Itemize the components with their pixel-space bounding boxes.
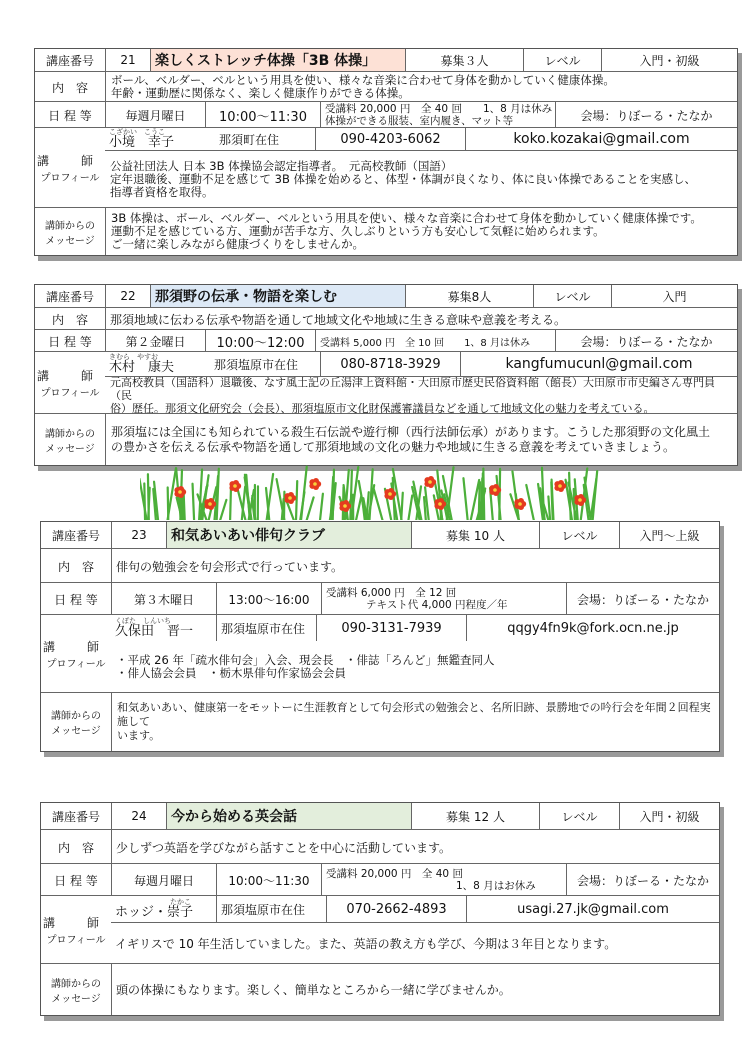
grass-blade <box>483 469 484 520</box>
recruit-count: 募集8人 <box>405 285 533 307</box>
fee-line: 受講料 20,000 円 全 40 回 <box>326 868 463 880</box>
grass-blade <box>408 496 412 520</box>
grass-blade <box>168 487 169 520</box>
lecturer-name <box>105 128 215 150</box>
message-label-1: 講師からの <box>45 428 95 440</box>
profile-line: ・平成 26 年「疏水俳句会」入会、現会長 ・俳誌「ろんど」無鑑査同人 <box>116 653 495 667</box>
grass-blade <box>463 478 467 520</box>
phone: 080-8718-3929 <box>320 352 460 376</box>
name-text: ホッジ・崇子 <box>115 904 194 920</box>
profile-label: プロフィール <box>40 388 100 399</box>
label-schedule: 日 程 等 <box>54 873 98 888</box>
recruit-count: 募集３人 <box>405 49 523 71</box>
label-number: 講座番号 <box>45 289 94 304</box>
profile-label: プロフィール <box>46 659 106 670</box>
schedule-day: 毎週月曜日 <box>105 102 205 128</box>
name-text: 久保田 晋一 <box>115 623 194 639</box>
label-content: 内 容 <box>51 312 88 327</box>
label-message <box>35 414 105 465</box>
label-content: 内 容 <box>57 840 94 855</box>
message-text <box>105 414 737 465</box>
grass-blade <box>356 496 361 520</box>
flower-center <box>178 490 182 494</box>
grass-flower-decoration <box>140 464 600 520</box>
content-line: ボール、ベルダー、ベルという用具を使い、様々な音楽に合わせて身体を動かしていく健康体操。 <box>111 73 615 87</box>
email: usagi.27.jk@gmail.com <box>466 896 719 922</box>
fee-line: 1、8 月はお休み <box>456 880 536 892</box>
profile-line: ・俳人協会会員 ・栃木県俳句作家協会会員 <box>116 666 346 680</box>
content-text: 少しずつ英語を学びながら話すことを中心に活動しています。 <box>111 830 719 864</box>
schedule-fee <box>321 583 566 615</box>
message-text: 頭の体操にもなります。楽しく、簡単なところから一緒に学びませんか。 <box>111 964 719 1015</box>
fee-line: 体操ができる服装、室内履き、マット等 <box>325 115 514 127</box>
profile-line: 公益社団法人 日本 3B 体操協会認定指導者。 元高校教師（国語） <box>110 159 453 173</box>
lecturer-label: 講 師 <box>37 369 104 383</box>
residence: 那須塩原市在住 <box>214 357 299 372</box>
name-text: 小境 幸子 <box>109 134 175 150</box>
name-ruby: くぼた しんいち <box>115 616 171 625</box>
message-text <box>111 693 719 751</box>
message-line: 運動不足を感じている方、運動が苦手な方、久しぶりという方も安心して気軽に始められます。 <box>111 224 605 238</box>
schedule-fee <box>320 102 555 128</box>
flower-center <box>428 480 432 484</box>
profile-line: 元高校教員（国語科）退職後、なす風土記の丘湯津上資料館・大田原市歴史民俗資料館（館長）大田原市市史編さん専門員（民 <box>110 377 715 402</box>
fee-line: 受講料 6,000 円 全 12 回 <box>326 587 457 599</box>
level-value: 入門・初級 <box>619 803 719 829</box>
name-ruby: こざかい こうこ <box>109 128 165 136</box>
content-line: 年齢・運動歴に関係なく、楽しく健康作りができる体操。 <box>111 86 410 100</box>
lecturer-label: 講 師 <box>43 916 110 930</box>
profile-line: 指導者資格を取得。 <box>110 185 214 199</box>
name-text: 木村 康夫 <box>109 359 175 375</box>
level-value: 入門 <box>611 285 737 307</box>
flower-center <box>343 504 347 508</box>
label-message <box>41 693 111 751</box>
label-lecturer <box>41 615 111 693</box>
profile-line: 俗）歴任。那須文化研究会（会長）、那須塩原市文化財保護審議員などを通して地域文化の魅力を考えている。 <box>110 402 655 414</box>
schedule-time: 10:00〜11:30 <box>205 102 320 128</box>
course-card-22 <box>34 284 738 466</box>
grass-blade <box>296 481 297 520</box>
label-schedule: 日 程 等 <box>48 108 92 123</box>
residence: 那須塩原市在住 <box>216 896 326 922</box>
content-text <box>105 72 737 102</box>
message-label-1: 講師からの <box>51 711 101 722</box>
venue: 会場：りぼーる・たなか <box>566 583 719 615</box>
lecturer-name <box>111 615 216 641</box>
message-label-2: メッセージ <box>51 726 101 737</box>
flower-center <box>578 498 582 502</box>
grass-blade <box>307 497 314 520</box>
message-label-2: メッセージ <box>51 993 101 1005</box>
message-line: 那須塩には全国にも知られている殺生石伝説や遊行柳（西行法師伝承）があります。こうした那須野の文化風土 <box>111 424 711 439</box>
schedule-day: 毎週月曜日 <box>111 864 216 896</box>
email: kangfumucunl@gmail.com <box>460 352 737 376</box>
flower-center <box>208 502 212 506</box>
course-title: 那須野の伝承・物語を楽しむ <box>150 285 405 307</box>
venue: 会場：りぼーる・たなか <box>555 330 737 352</box>
profile-label: プロフィール <box>46 935 106 946</box>
flower-center <box>388 492 392 496</box>
message-label-2: メッセージ <box>45 235 95 247</box>
grass-blade <box>320 494 323 520</box>
phone: 070-2662-4893 <box>326 896 466 922</box>
course-card-21 <box>34 48 738 256</box>
venue: 会場：りぼーる・たなか <box>555 102 737 128</box>
schedule-time: 13:00〜16:00 <box>216 583 321 615</box>
grass-blade <box>301 467 307 520</box>
content-text: 俳句の勉強会を句会形式で行っています。 <box>111 549 719 583</box>
level-label: レベル <box>533 285 611 307</box>
grass-blade <box>333 470 334 520</box>
level-value: 入門〜上級 <box>619 522 719 548</box>
venue: 会場：りぼーる・たなか <box>566 864 719 896</box>
phone: 090-3131-7939 <box>316 615 466 641</box>
flower-center <box>438 502 442 506</box>
label-message <box>41 964 111 1015</box>
fee-line: テキスト代 4,000 円程度／年 <box>366 599 508 611</box>
course-number: 22 <box>105 285 150 307</box>
label-schedule: 日 程 等 <box>48 334 92 349</box>
grass-blade <box>220 500 226 520</box>
schedule-fee <box>321 864 566 896</box>
schedule-time: 10:00〜12:00 <box>205 330 315 352</box>
course-card-24 <box>40 802 720 1016</box>
message-text <box>105 208 737 255</box>
level-value: 入門・初級 <box>601 49 737 71</box>
grass-blade <box>148 474 149 520</box>
fee-line: 受講料 20,000 円 全 40 回 1、8 月は休み <box>325 103 553 115</box>
course-number: 24 <box>111 803 166 829</box>
level-label: レベル <box>523 49 601 71</box>
flower-center <box>233 484 237 488</box>
label-number: 講座番号 <box>51 809 100 824</box>
lecturer-name <box>105 352 210 376</box>
profile-label: プロフィール <box>40 173 100 184</box>
flower-center <box>493 488 497 492</box>
label-lecturer <box>35 128 105 208</box>
residence: 那須町在住 <box>219 132 280 147</box>
content-text: 那須地域に伝わる伝承や物語を通して地域文化や地域に生きる意味や意義を考える。 <box>105 308 737 330</box>
recruit-count: 募集 10 人 <box>411 522 539 548</box>
label-lecturer <box>35 352 105 414</box>
profile-text: イギリスで 10 年生活していました。また、英語の教え方も学び、今期は３年目となります。 <box>115 937 617 951</box>
message-line: います。 <box>117 729 161 742</box>
grass-blade <box>548 496 550 520</box>
grass-blade <box>230 486 231 520</box>
lecturer-label: 講 師 <box>43 640 110 654</box>
level-label: レベル <box>539 522 619 548</box>
label-number: 講座番号 <box>45 53 94 68</box>
grass-blade <box>193 484 195 520</box>
message-line: 3B 体操は、ボール、ベルダー、ベルという用具を使い、様々な音楽に合わせて身体を動かしていく健康体操です。 <box>111 211 702 225</box>
email: qqgy4fn9k@fork.ocn.ne.jp <box>466 615 719 641</box>
grass-blade <box>526 485 533 520</box>
schedule-fee: 受講料 5,000 円 全 10 回 1、8 月は休み <box>315 330 555 352</box>
schedule-day: 第３木曜日 <box>111 583 216 615</box>
message-line: 和気あいあい、健康第一をモットーに生涯教育として句会形式の勉強会と、名所旧跡、景勝地での吟行会を年間２回程実施して <box>117 701 711 728</box>
course-number: 21 <box>105 49 150 71</box>
label-schedule: 日 程 等 <box>54 592 98 607</box>
schedule-day: 第２金曜日 <box>105 330 205 352</box>
profile-text <box>111 641 719 693</box>
message-label-2: メッセージ <box>45 443 95 455</box>
grass-blade <box>374 489 383 520</box>
message-line: の豊かさを伝える伝承や物語を通して那須地域の文化の魅力や地域に生きる意義を考えていきましょう。 <box>111 439 676 454</box>
name-ruby: きむら やすお <box>109 352 158 361</box>
level-label: レベル <box>539 803 619 829</box>
profile-line: 定年退職後、運動不足を感じて 3B 体操を始めると、体型・体調が良くなり、体に良い体操であることを実感し、 <box>110 172 697 186</box>
recruit-count: 募集 12 人 <box>411 803 539 829</box>
residence: 那須塩原市在住 <box>216 615 316 641</box>
label-lecturer <box>41 896 111 964</box>
course-title: 今から始める英会話 <box>166 803 411 829</box>
label-content: 内 容 <box>51 80 88 95</box>
flower-center <box>518 502 522 506</box>
profile-text <box>105 377 737 414</box>
email: koko.kozakai@gmail.com <box>465 128 737 150</box>
message-label-1: 講師からの <box>45 220 95 232</box>
flower-center <box>313 482 317 486</box>
name-ruby: たかこ <box>170 897 191 906</box>
lecturer-label: 講 師 <box>37 154 104 168</box>
label-number: 講座番号 <box>51 528 100 543</box>
phone: 090-4203-6062 <box>315 128 465 150</box>
label-content: 内 容 <box>57 559 94 574</box>
course-title: 楽しくストレッチ体操「3B 体操」 <box>150 49 405 71</box>
message-label-1: 講師からの <box>51 978 101 990</box>
schedule-time: 10:00〜11:30 <box>216 864 321 896</box>
message-line: ご一緒に楽しみながら健康づくりをしませんか。 <box>111 237 364 251</box>
course-card-23 <box>40 521 720 752</box>
flower-center <box>558 484 562 488</box>
label-message <box>35 208 105 255</box>
lecturer-name <box>111 896 216 922</box>
course-number: 23 <box>111 522 166 548</box>
flower-center <box>288 496 292 500</box>
profile-text <box>105 151 737 208</box>
course-title: 和気あいあい俳句クラブ <box>166 522 411 548</box>
